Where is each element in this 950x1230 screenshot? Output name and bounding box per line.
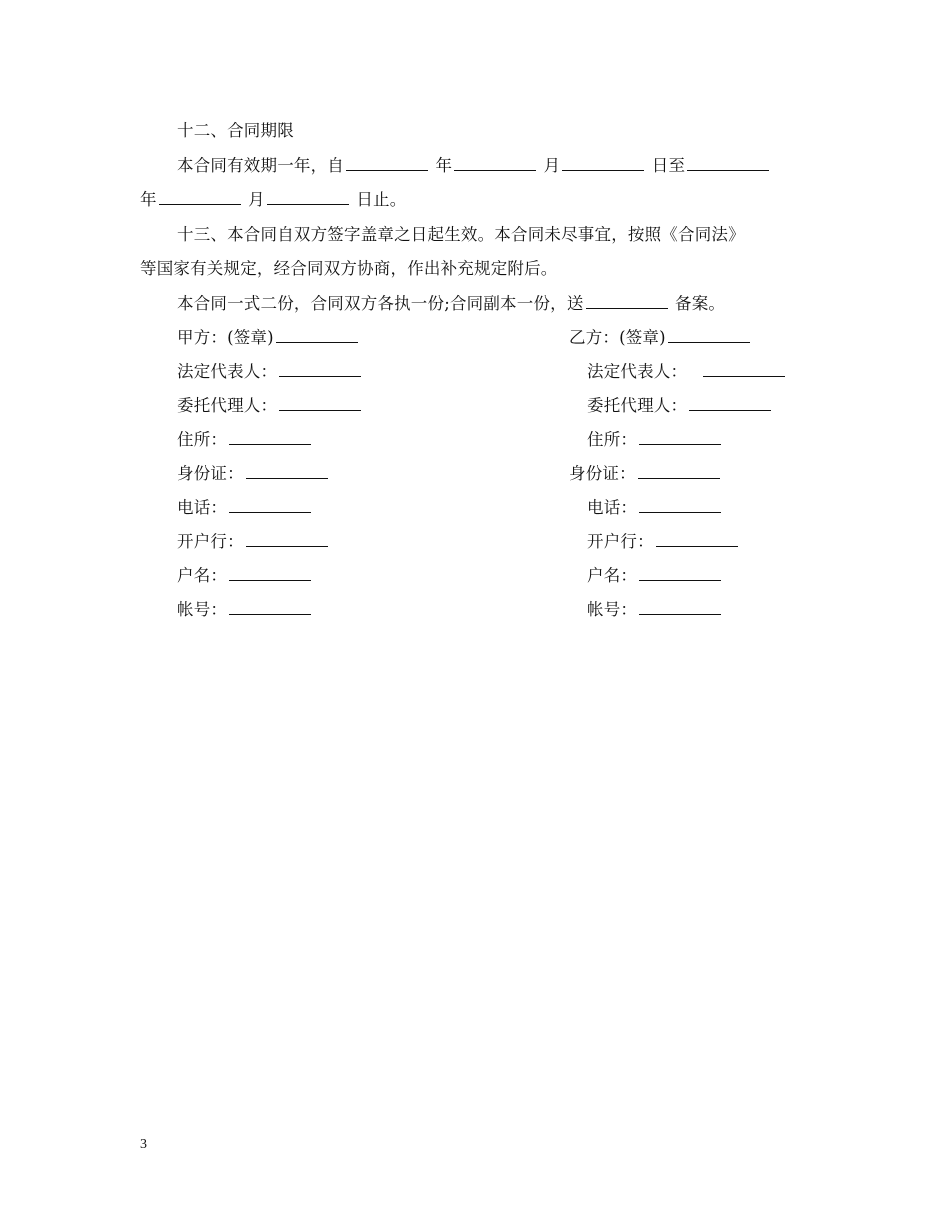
party-b-agent-blank (689, 394, 771, 411)
party-a-sign-blank (276, 326, 358, 343)
party-b-account-name (587, 564, 723, 587)
term-text-from: 本合同有效期一年，自 (177, 156, 344, 175)
party-b-phone (587, 496, 723, 519)
party-b-address (587, 428, 723, 451)
party-a-id-blank (246, 462, 328, 479)
party-a-address-blank (229, 428, 311, 445)
party-b-account-name-label: 户名： (587, 566, 638, 585)
party-a-id-label: 身份证： (177, 464, 244, 483)
party-a-legal-rep-label: 法定代表人： (177, 362, 278, 381)
end-day-blank (267, 188, 349, 205)
party-a-agent (177, 394, 363, 417)
party-a-agent-blank (279, 394, 361, 411)
copies-text: 本合同一式二份，合同双方各执一份;合同副本一份，送 (177, 294, 584, 313)
party-b-phone-blank (639, 496, 721, 513)
party-b-legal-rep-blank (703, 360, 785, 377)
party-a-bank-blank (246, 530, 328, 547)
term-text-year: 年 (435, 156, 453, 175)
party-b-account-name-blank (639, 564, 721, 581)
copies-line (177, 292, 725, 315)
party-b-agent-label: 委托代理人： (587, 396, 688, 415)
party-b-bank-blank (656, 530, 738, 547)
party-b-sign (569, 326, 752, 349)
party-b-account-no-blank (639, 598, 721, 615)
party-b-address-blank (639, 428, 721, 445)
party-b-id-label: 身份证： (569, 464, 636, 483)
term-text-year-2: 年 (140, 190, 157, 209)
party-b-phone-label: 电话： (587, 498, 638, 517)
party-a-agent-label: 委托代理人： (177, 396, 278, 415)
party-a-legal-rep (177, 360, 363, 383)
party-b-bank-label: 开户行： (587, 532, 654, 551)
term-line-2 (140, 188, 406, 211)
party-a-phone (177, 496, 313, 519)
term-line-1 (177, 154, 771, 177)
party-a-account-no-blank (229, 598, 311, 615)
page-number: 3 (140, 1137, 147, 1152)
party-b-account-no (587, 598, 723, 621)
party-b-legal-rep (587, 360, 787, 383)
party-b-address-label: 住所： (587, 430, 638, 449)
copies-text-end: 备案。 (675, 294, 726, 313)
party-b-sign-label: 乙方：(签章) (569, 328, 666, 347)
party-a-account-no (177, 598, 313, 621)
party-b-sign-blank (668, 326, 750, 343)
party-b-id (569, 462, 722, 485)
party-a-sign-label: 甲方：(签章) (177, 328, 274, 347)
party-a-account-no-label: 帐号： (177, 600, 228, 619)
party-a-account-name-label: 户名： (177, 566, 228, 585)
party-b-legal-rep-label: 法定代表人： (587, 362, 688, 381)
party-b-bank (587, 530, 740, 553)
party-a-phone-blank (229, 496, 311, 513)
party-a-address-label: 住所： (177, 430, 228, 449)
party-a-account-name-blank (229, 564, 311, 581)
party-b-id-blank (638, 462, 720, 479)
filing-blank (586, 292, 668, 309)
section-13-line-2: 等国家有关规定，经合同双方协商，作出补充规定附后。 (140, 259, 558, 278)
party-a-account-name (177, 564, 313, 587)
party-a-sign (177, 326, 360, 349)
start-year-blank (346, 154, 428, 171)
end-year-blank (687, 154, 769, 171)
party-a-bank-label: 开户行： (177, 532, 244, 551)
term-text-month: 月 (543, 156, 561, 175)
end-month-blank (159, 188, 241, 205)
party-a-legal-rep-blank (279, 360, 361, 377)
party-a-phone-label: 电话： (177, 498, 228, 517)
party-b-account-no-label: 帐号： (587, 600, 638, 619)
start-month-blank (454, 154, 536, 171)
section-12-title: 十二、合同期限 (177, 121, 294, 140)
party-a-address (177, 428, 313, 451)
start-day-blank (562, 154, 644, 171)
section-13-line-1: 十三、本合同自双方签字盖章之日起生效。本合同未尽事宜，按照《合同法》 (177, 225, 745, 244)
party-a-id (177, 462, 330, 485)
term-text-month-2: 月 (248, 190, 265, 209)
term-text-day-to: 日至 (651, 156, 686, 175)
party-a-bank (177, 530, 330, 553)
term-text-day-end: 日止。 (356, 190, 407, 209)
party-b-agent (587, 394, 773, 417)
